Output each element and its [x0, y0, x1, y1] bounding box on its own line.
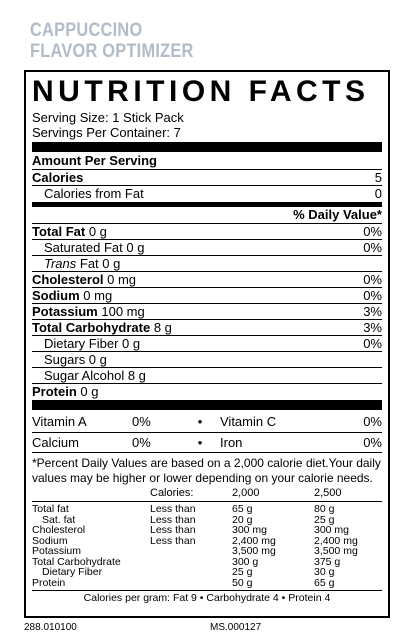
dv-qualifier: [150, 578, 232, 589]
nutrient-amount: 100 mg: [97, 304, 145, 319]
dv-qualifier: [150, 557, 232, 568]
nutrient-dv: 3%: [363, 304, 382, 319]
dv-qualifier: Less than: [150, 534, 196, 547]
nutrient-dv: 3%: [363, 320, 382, 335]
nutrient-amount: 8 g: [150, 320, 172, 335]
dv-table-row: [32, 578, 382, 589]
daily-value-reference-table: [32, 487, 382, 588]
vitamin-value: 0%: [363, 435, 382, 450]
nutrient-amount: 0 g: [76, 384, 99, 399]
dv-value-2000: 65 g: [232, 503, 253, 515]
nutrient-name: Protein: [32, 384, 77, 399]
product-name: [30, 20, 194, 62]
product-name-line2: FLAVOR OPTIMIZER: [30, 41, 194, 62]
dv-qualifier: [150, 567, 232, 578]
daily-value-footnote: *Percent Daily Values are based on a 2,000 calorie diet.Your daily values may be higher or lower depending on your calorie needs.: [32, 456, 381, 485]
calories-from-fat-value: 0: [374, 186, 382, 201]
nutrient-dv: 0%: [363, 240, 382, 255]
nutrient-amount: Dietary Fiber 0 g: [44, 336, 141, 351]
dv-value-2500: 25 g: [314, 513, 335, 526]
calories-label: Calories: [32, 170, 84, 185]
dv-table-row: [32, 504, 382, 515]
dv-value-2000: 50 g: [232, 576, 253, 589]
calories-per-gram: Calories per gram: Fat 9 • Carbohydrate 4 • Protein 4: [32, 590, 382, 605]
dv-nutrient: Protein: [32, 576, 66, 589]
vitamin-name: Iron: [220, 435, 243, 450]
thick-divider: [32, 400, 382, 410]
vitamin-name: Vitamin C: [220, 414, 277, 429]
dv-header-calories: Calories:: [150, 487, 194, 499]
dv-nutrient: Sat. fat: [42, 513, 76, 526]
nutrient-dv: 0%: [363, 288, 382, 303]
nutrient-dv: 0%: [363, 272, 382, 287]
nutrient-amount: 0 g: [85, 224, 107, 239]
dv-nutrient: Potassium: [32, 545, 82, 557]
nutrient-row: [32, 239, 382, 255]
nutrient-name: Total Fat: [32, 224, 86, 239]
dv-value-2000: 20 g: [232, 513, 253, 526]
thick-divider: [32, 142, 382, 152]
dv-value-2500: 300 mg: [314, 524, 350, 536]
dv-value-2500: 30 g: [314, 566, 335, 578]
product-name-line1: CAPPUCCINO: [30, 20, 143, 41]
code-left: 288.010100: [24, 622, 77, 633]
amount-per-serving-row: [32, 153, 382, 169]
dv-value-2000: 2,400 mg: [232, 534, 276, 547]
daily-value-header-row: [32, 207, 382, 223]
vitamin-value: 0%: [363, 414, 382, 429]
nutrient-amount: 0 mg: [103, 272, 137, 287]
nutrient-row: [32, 303, 382, 319]
bullet-separator: •: [197, 435, 203, 450]
dv-header-2500: 2,500: [314, 487, 342, 499]
dv-nutrient: Total Carbohydrate: [32, 555, 121, 568]
dv-qualifier: [150, 546, 232, 557]
dv-qualifier: Less than: [150, 513, 196, 526]
nutrient-amount: Sugar Alcohol 8 g: [44, 368, 146, 383]
calories-from-fat-label: Calories from Fat: [44, 186, 144, 201]
nutrient-row: [32, 319, 382, 335]
nutrition-facts-title: NUTRITION FACTS: [32, 75, 370, 108]
dv-table-header: [32, 487, 382, 502]
amount-per-serving-label: Amount Per Serving: [32, 153, 157, 168]
dv-value-2500: 80 g: [314, 503, 335, 515]
calories-from-fat-row: [32, 185, 382, 201]
nutrient-name: Cholesterol: [32, 272, 104, 287]
nutrient-name: Trans: [44, 256, 77, 271]
nutrient-name: Potassium: [32, 304, 98, 319]
dv-qualifier: Less than: [150, 524, 196, 536]
nutrient-name: Sodium: [32, 288, 80, 303]
dv-header-2000: 2,000: [232, 487, 260, 499]
vitamin-name: Vitamin A: [32, 414, 87, 429]
nutrient-row: [32, 383, 382, 399]
nutrient-row: [32, 367, 382, 383]
nutrient-amount: Saturated Fat 0 g: [44, 240, 145, 255]
nutrient-amount: Sugars 0 g: [44, 352, 107, 367]
dv-nutrient: Dietary Fiber: [42, 566, 103, 578]
vitamin-value: 0%: [132, 414, 151, 429]
dv-value-2500: 65 g: [314, 576, 335, 589]
calories-value: 5: [374, 170, 382, 185]
dv-value-2000: 3,500 mg: [232, 545, 276, 557]
nutrient-row: [32, 351, 382, 367]
calories-row: [32, 169, 382, 185]
servings-per-container: Servings Per Container: 7: [32, 125, 181, 140]
code-right: MS.000127: [210, 622, 262, 633]
nutrient-row: [32, 335, 382, 351]
nutrient-row: [32, 271, 382, 287]
dv-value-2000: 300 g: [232, 555, 259, 568]
nutrient-row: [32, 287, 382, 303]
nutrient-row: [32, 255, 382, 271]
thin-divider: [32, 452, 382, 453]
dv-nutrient: Sodium: [32, 534, 68, 547]
nutrient-row: [32, 223, 382, 239]
dv-nutrient: Total fat: [32, 503, 69, 515]
nutrient-dv: 0%: [363, 224, 382, 239]
serving-size: Serving Size: 1 Stick Pack: [32, 110, 184, 125]
vitamin-name: Calcium: [32, 435, 79, 450]
nutrient-amount: Fat 0 g: [76, 256, 121, 271]
dv-value-2500: 3,500 mg: [314, 545, 358, 557]
nutrition-facts-panel: [24, 70, 390, 618]
dv-value-2500: 375 g: [314, 555, 341, 568]
dv-value-2000: 300 mg: [232, 524, 268, 536]
dv-qualifier: Less than: [150, 503, 196, 515]
dv-table-row: [32, 567, 382, 578]
nutrient-dv: 0%: [363, 336, 382, 351]
vitamin-row: [32, 412, 382, 432]
vitamin-row: [32, 432, 382, 452]
nutrient-name: Total Carbohydrate: [32, 320, 151, 335]
bullet-separator: •: [197, 414, 203, 429]
dv-value-2500: 2,400 mg: [314, 534, 358, 547]
dv-table-row: [32, 546, 382, 557]
dv-nutrient: Cholesterol: [32, 524, 86, 536]
dv-table-row: [32, 525, 382, 536]
daily-value-header: % Daily Value*: [293, 207, 382, 222]
nutrient-amount: 0 mg: [79, 288, 113, 303]
vitamin-value: 0%: [132, 435, 151, 450]
dv-value-2000: 25 g: [232, 566, 253, 578]
